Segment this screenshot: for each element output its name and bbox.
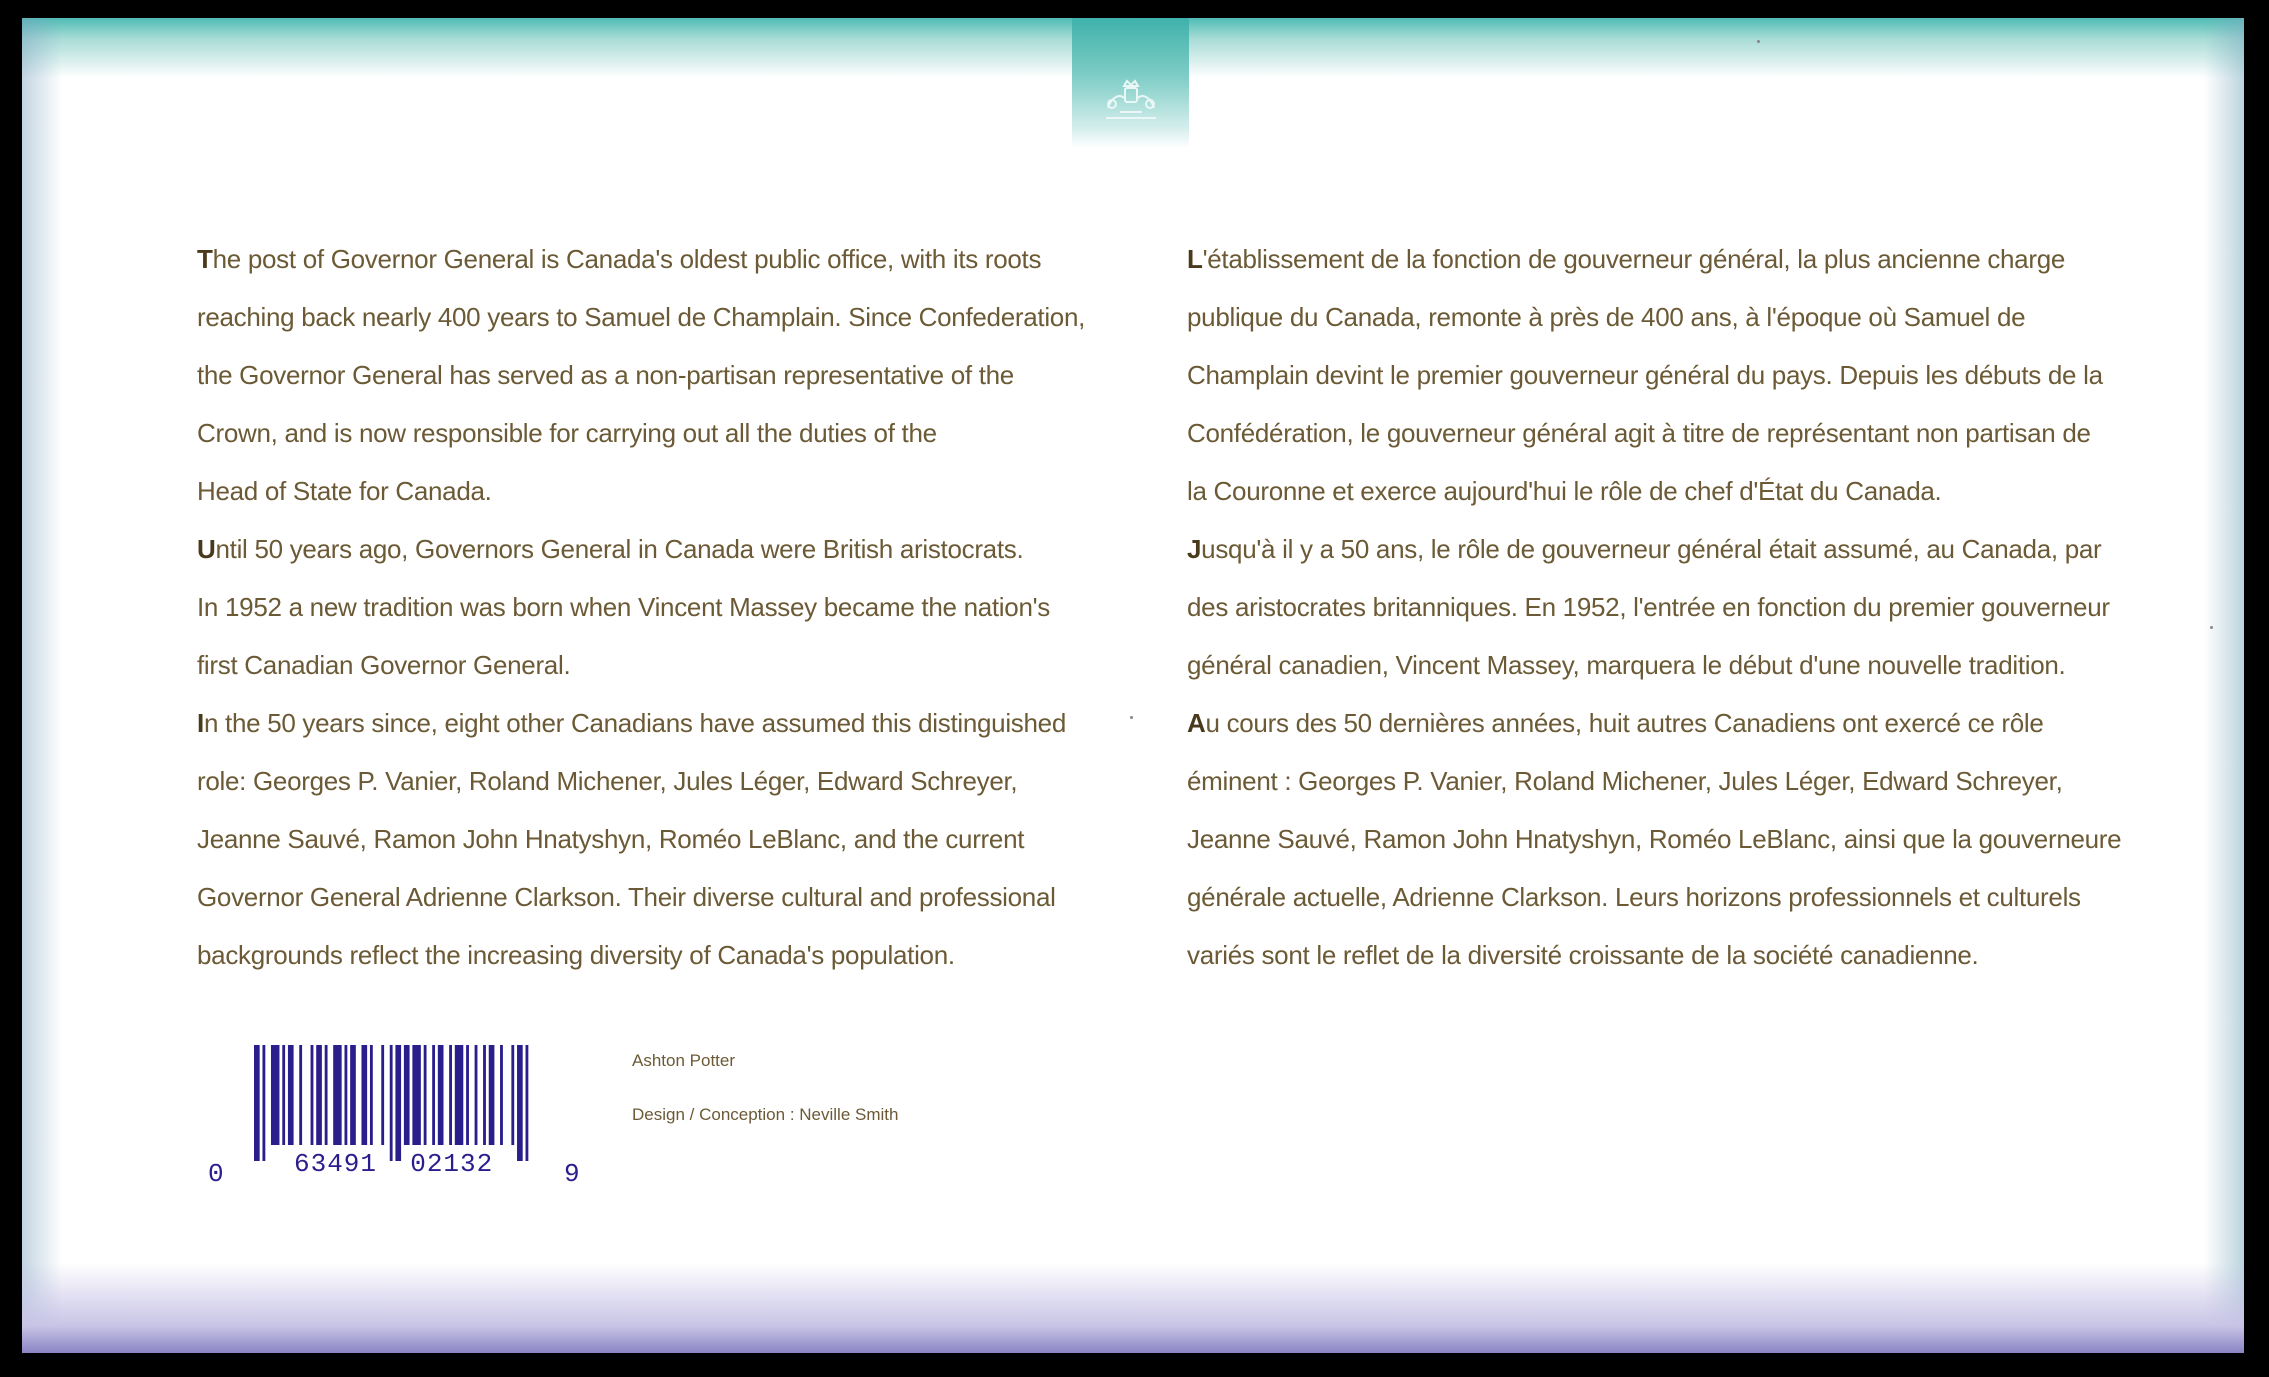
text-line-content: u cours des 50 dernières années, huit autres Canadiens ont exercé ce rôle [1205, 708, 2044, 738]
dropcap: L [1187, 244, 1203, 274]
text-line: Crown, and is now responsible for carrying out all the duties of the [197, 418, 937, 448]
text-line: Champlain devint le premier gouverneur général du pays. Depuis les débuts de la [1187, 360, 2103, 390]
barcode-bar [271, 1045, 279, 1145]
text-line: the Governor General has served as a non-partisan representative of the [197, 360, 1014, 390]
barcode-bar [438, 1045, 444, 1145]
barcode-bar [511, 1045, 514, 1145]
barcode-bar [282, 1045, 285, 1145]
barcode-bar [432, 1045, 435, 1145]
barcode-bar [262, 1045, 265, 1161]
barcode-left-digit: 0 [208, 1159, 224, 1189]
printer-credit: Ashton Potter [632, 1051, 736, 1070]
barcode-bar [483, 1045, 486, 1145]
barcode-bar [424, 1045, 427, 1145]
text-line: first Canadian Governor General. [197, 650, 571, 680]
speck [2210, 626, 2213, 629]
dropcap: A [1187, 708, 1206, 738]
dropcap: J [1187, 534, 1202, 564]
barcode-bar [254, 1045, 260, 1161]
barcode-bar [517, 1045, 523, 1161]
barcode-bar [466, 1045, 469, 1145]
text-line [197, 230, 1127, 288]
barcode-bar [311, 1045, 314, 1145]
english-paragraph-3 [197, 694, 1127, 984]
barcode-middle-digits: 63491 02132 [294, 1149, 494, 1179]
text-line [1187, 694, 2147, 752]
barcode-bar [361, 1045, 367, 1145]
text-line-content: ntil 50 years ago, Governors General in Canada were British aristocrats. [215, 534, 1024, 564]
text-line: la Couronne et exerce aujourd'hui le rôle de chef d'État du Canada. [1187, 476, 1942, 506]
dropcap: U [197, 534, 216, 564]
french-paragraph-1 [1187, 230, 2147, 520]
french-paragraph-3 [1187, 694, 2147, 984]
credits [632, 1043, 898, 1151]
barcode-bar [455, 1045, 463, 1145]
dropcap: T [197, 244, 213, 274]
barcode-bar [288, 1045, 294, 1145]
text-line [197, 694, 1127, 752]
text-line: Confédération, le gouverneur général agit à titre de représentant non partisan de [1187, 418, 2091, 448]
english-paragraph-2 [197, 520, 1127, 694]
barcode-bar [475, 1045, 478, 1145]
text-line: backgrounds reflect the increasing diversity of Canada's population. [197, 940, 955, 970]
text-line-content: usqu'à il y a 50 ans, le rôle de gouverneur général était assumé, au Canada, par [1201, 534, 2102, 564]
barcode-bar [325, 1045, 328, 1145]
english-paragraph-1 [197, 230, 1127, 520]
barcode-right-digit: 9 [564, 1159, 580, 1189]
text-line-content: he post of Governor General is Canada's oldest public office, with its roots [212, 244, 1042, 274]
text-line-content: n the 50 years since, eight other Canadians have assumed this distinguished [203, 708, 1066, 738]
upc-barcode [202, 1045, 592, 1195]
royal-crest-icon [1100, 78, 1162, 122]
text-line [197, 520, 1127, 578]
speck [1757, 40, 1760, 43]
text-line: role: Georges P. Vanier, Roland Michener, Jules Léger, Edward Schreyer, [197, 766, 1018, 796]
right-edge-gradient [2204, 18, 2244, 1353]
bottom-edge-gradient [22, 1263, 2244, 1353]
french-paragraph-2 [1187, 520, 2147, 694]
barcode-bar [449, 1045, 452, 1145]
barcode-bar [526, 1045, 529, 1161]
barcode-bar [350, 1045, 356, 1145]
crest-tab [1072, 18, 1189, 148]
text-line: In 1952 a new tradition was born when Vincent Massey became the nation's [197, 592, 1050, 622]
barcode-bar [299, 1045, 302, 1145]
barcode-bar [390, 1045, 393, 1161]
barcode-bar [316, 1045, 322, 1145]
text-line [1187, 520, 2147, 578]
barcode-bar [370, 1045, 373, 1145]
barcode-bar [489, 1045, 495, 1145]
text-line: général canadien, Vincent Massey, marquera le début d'une nouvelle tradition. [1187, 650, 2066, 680]
text-line: variés sont le reflet de la diversité croissante de la société canadienne. [1187, 940, 1979, 970]
text-line: Governor General Adrienne Clarkson. Their diverse cultural and professional [197, 882, 1056, 912]
left-edge-gradient [22, 18, 62, 1353]
text-line: générale actuelle, Adrienne Clarkson. Leurs horizons professionnels et culturels [1187, 882, 2081, 912]
text-line: reaching back nearly 400 years to Samuel de Champlain. Since Confederation, [197, 302, 1086, 332]
french-text-column [1187, 230, 2147, 984]
design-credit: Design / Conception : Neville Smith [632, 1105, 899, 1124]
text-line: des aristocrates britanniques. En 1952, l'entrée en fonction du premier gouverneur [1187, 592, 2110, 622]
dropcap: I [197, 708, 204, 738]
barcode-bar [381, 1045, 384, 1145]
text-line-content: 'établissement de la fonction de gouverneur général, la plus ancienne charge [1202, 244, 2066, 274]
barcode-bar [395, 1045, 401, 1161]
barcode-bar [333, 1045, 341, 1145]
envelope-back [22, 18, 2244, 1353]
speck [1130, 716, 1133, 719]
text-line: Jeanne Sauvé, Ramon John Hnatyshyn, Roméo LeBlanc, ainsi que la gouverneure [1187, 824, 2122, 854]
barcode-bars [254, 1045, 534, 1161]
text-line: Jeanne Sauvé, Ramon John Hnatyshyn, Roméo LeBlanc, and the current [197, 824, 1025, 854]
barcode-bar [345, 1045, 348, 1145]
text-line: Head of State for Canada. [197, 476, 492, 506]
barcode-bar [500, 1045, 503, 1145]
text-line: éminent : Georges P. Vanier, Roland Michener, Jules Léger, Edward Schreyer, [1187, 766, 2063, 796]
barcode-bar [412, 1045, 420, 1145]
text-line [1187, 230, 2147, 288]
text-line: publique du Canada, remonte à près de 400 ans, à l'époque où Samuel de [1187, 302, 2026, 332]
barcode-bar [404, 1045, 410, 1145]
english-text-column [197, 230, 1127, 984]
